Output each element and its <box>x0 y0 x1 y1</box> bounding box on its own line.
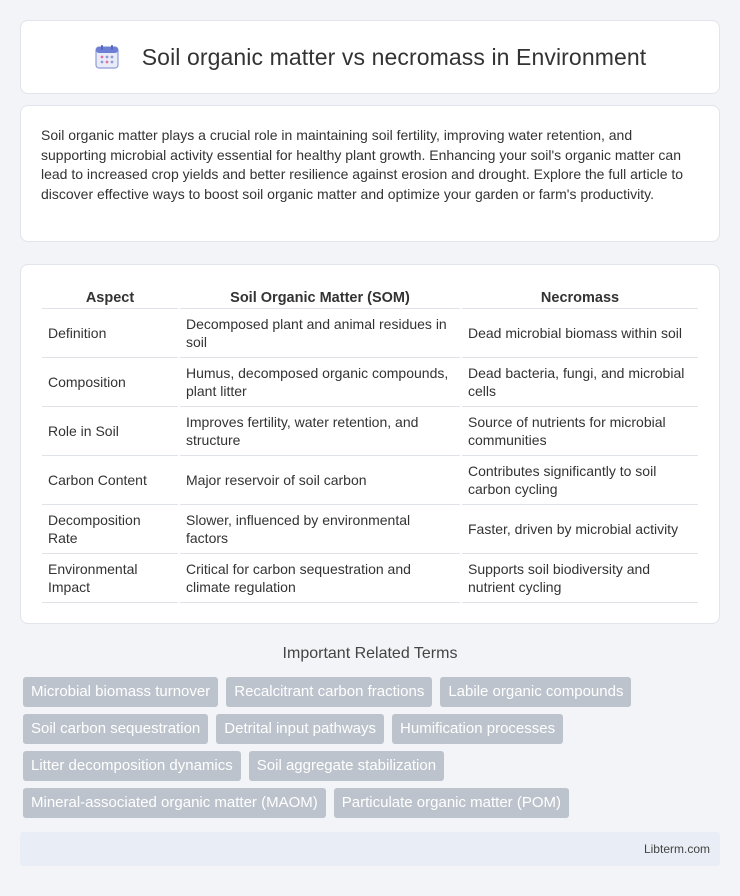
table-cell-necromass: Supports soil biodiversity and nutrient cycling <box>462 554 698 603</box>
tag-row <box>23 677 723 707</box>
table-cell-necromass: Faster, driven by microbial activity <box>462 505 698 554</box>
related-term-tag[interactable]: Litter decomposition dynamics <box>23 751 241 781</box>
table-cell-aspect: Definition <box>42 309 178 358</box>
table-row <box>42 407 698 456</box>
table-cell-som: Improves fertility, water retention, and structure <box>180 407 460 456</box>
table-cell-necromass: Contributes significantly to soil carbon cycling <box>462 456 698 505</box>
table-cell-aspect: Decomposition Rate <box>42 505 178 554</box>
related-terms-list <box>23 677 723 825</box>
related-terms-title: Important Related Terms <box>282 645 458 662</box>
column-header-necromass: Necromass <box>462 287 698 309</box>
intro-paragraph: Soil organic matter plays a crucial role in maintaining soil fertility, improving water retention, and supporting microbial activity essential for healthy plant growth. Enhancing your soil's organic matter can lead to increased crop yields and better resilience against erosion and drought. Explore the full article to discover effective ways to boost soil organic matter and optimize your garden or farm's productivity. <box>41 127 684 202</box>
table-row <box>42 505 698 554</box>
table-row <box>42 309 698 358</box>
footer <box>20 832 720 866</box>
tag-row <box>23 788 723 818</box>
related-term-tag[interactable]: Mineral-associated organic matter (MAOM) <box>23 788 326 818</box>
title-wrap <box>94 44 647 71</box>
related-term-tag[interactable]: Soil carbon sequestration <box>23 714 208 744</box>
related-term-tag[interactable]: Recalcitrant carbon fractions <box>226 677 432 707</box>
table-cell-necromass: Dead microbial biomass within soil <box>462 309 698 358</box>
related-term-tag[interactable]: Detrital input pathways <box>216 714 384 744</box>
related-term-tag[interactable]: Microbial biomass turnover <box>23 677 218 707</box>
related-term-tag[interactable]: Soil aggregate stabilization <box>249 751 444 781</box>
table-cell-som: Slower, influenced by environmental factors <box>180 505 460 554</box>
tag-row <box>23 714 723 744</box>
header-card <box>20 20 720 94</box>
related-term-tag[interactable]: Particulate organic matter (POM) <box>334 788 569 818</box>
table-cell-aspect: Composition <box>42 358 178 407</box>
calendar-icon <box>94 44 120 70</box>
table-cell-som: Humus, decomposed organic compounds, plant litter <box>180 358 460 407</box>
table-cell-som: Major reservoir of soil carbon <box>180 456 460 505</box>
table-cell-necromass: Source of nutrients for microbial communities <box>462 407 698 456</box>
column-header-som: Soil Organic Matter (SOM) <box>180 287 460 309</box>
table-cell-aspect: Carbon Content <box>42 456 178 505</box>
table-cell-aspect: Role in Soil <box>42 407 178 456</box>
comparison-table-card <box>20 264 720 624</box>
table-cell-aspect: Environmental Impact <box>42 554 178 603</box>
table-cell-necromass: Dead bacteria, fungi, and microbial cells <box>462 358 698 407</box>
column-header-aspect: Aspect <box>42 287 178 309</box>
table-row <box>42 456 698 505</box>
table-cell-som: Critical for carbon sequestration and climate regulation <box>180 554 460 603</box>
comparison-table <box>40 287 700 603</box>
tag-row <box>23 751 723 781</box>
related-term-tag[interactable]: Humification processes <box>392 714 563 744</box>
table-cell-som: Decomposed plant and animal residues in soil <box>180 309 460 358</box>
related-term-tag[interactable]: Labile organic compounds <box>440 677 631 707</box>
page-title: Soil organic matter vs necromass in Environment <box>141 43 647 70</box>
table-header-row <box>42 287 698 309</box>
intro-card <box>20 105 720 242</box>
table-row <box>42 358 698 407</box>
footer-site-link[interactable]: Libterm.com <box>643 842 710 856</box>
table-row <box>42 554 698 603</box>
